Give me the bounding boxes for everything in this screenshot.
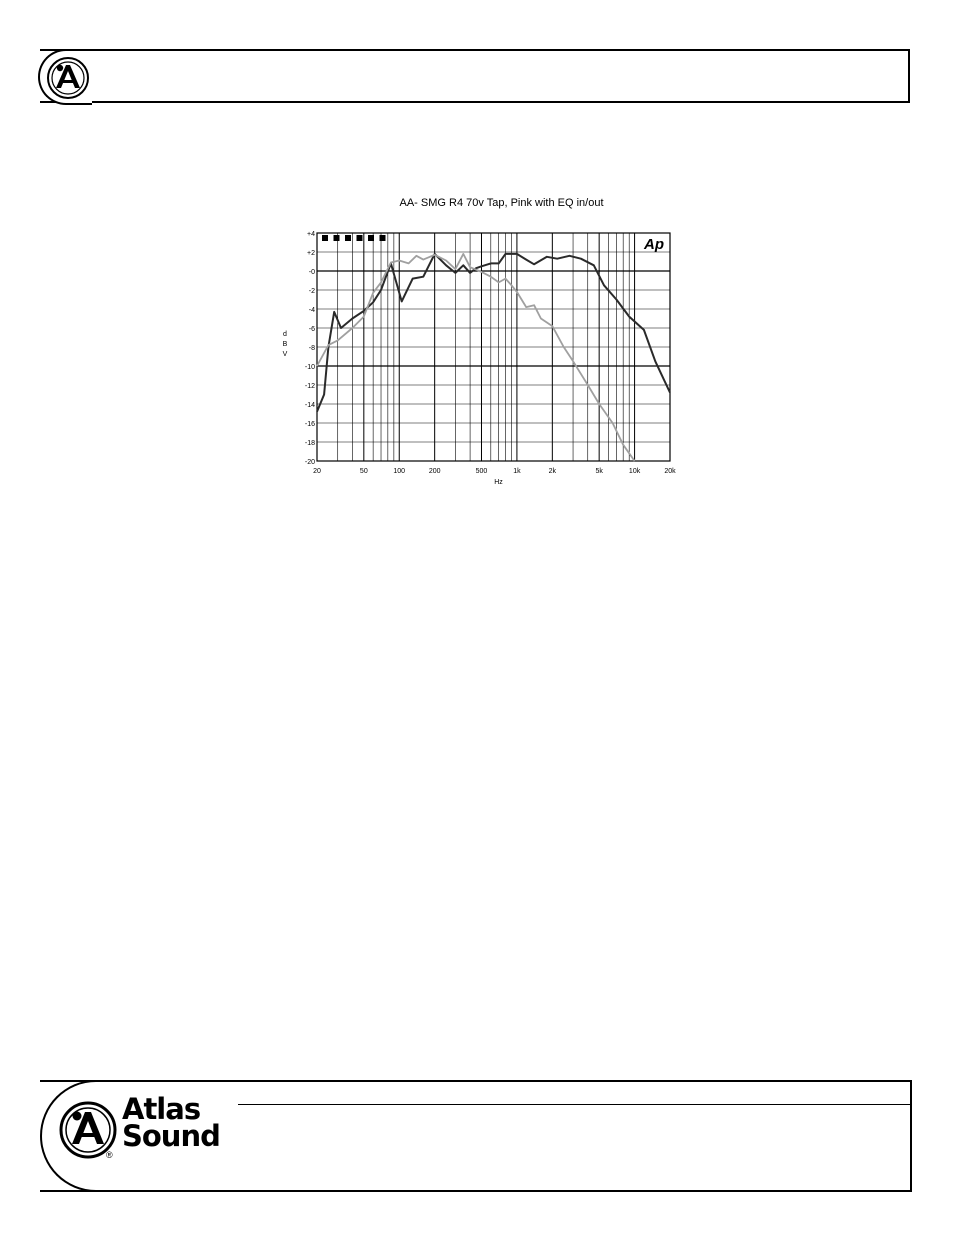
y-tick-label: -20 [304, 459, 315, 466]
brand-wordmark [122, 1092, 220, 1153]
series-line-eq-in [317, 254, 635, 461]
y-tick-label: -16 [304, 421, 315, 428]
x-tick-label: 50 [359, 468, 368, 475]
atlas-sound-emblem-icon [46, 56, 90, 100]
y-axis-label: V [282, 351, 288, 358]
y-axis-label: d [283, 331, 287, 338]
legend-marker [380, 235, 386, 241]
x-axis-label: Hz [494, 479, 503, 486]
y-tick-label: +2 [307, 250, 315, 257]
legend-marker [345, 235, 351, 241]
brand-line-sound: Sound [122, 1119, 220, 1153]
y-tick-label: -6 [308, 326, 315, 333]
chart-title: AA- SMG R4 70v Tap, Pink with EQ in/out [399, 197, 604, 209]
x-tick-label: 5k [595, 468, 603, 475]
y-tick-label: -10 [304, 364, 315, 371]
legend-marker [357, 235, 363, 241]
x-tick-label: 20 [313, 468, 321, 475]
x-tick-label: 2k [548, 468, 557, 475]
footer-rule [238, 1104, 910, 1105]
chart-canvas [270, 190, 690, 490]
y-tick-label: -14 [304, 402, 315, 409]
x-tick-label: 20k [664, 468, 676, 475]
y-tick-label: -18 [304, 440, 315, 447]
y-tick-label: -2 [308, 288, 315, 295]
legend-marker [322, 235, 328, 241]
frequency-response-chart [270, 190, 690, 490]
x-tick-label: 200 [428, 468, 441, 475]
brand-line-atlas: Atlas [122, 1092, 201, 1126]
x-tick-label: 1k [513, 468, 521, 475]
legend-marker [334, 235, 340, 241]
y-tick-label: -4 [308, 307, 315, 314]
y-tick-label: +4 [307, 231, 315, 238]
header-frame [40, 49, 910, 103]
y-tick-label: -12 [304, 383, 315, 390]
y-tick-label: -8 [308, 345, 315, 352]
x-tick-label: 10k [628, 468, 641, 475]
registered-mark: ® [106, 1150, 113, 1160]
y-axis-label: B [282, 341, 288, 348]
x-tick-label: 500 [475, 468, 488, 475]
ap-badge: Ap [644, 236, 664, 253]
legend-marker [368, 235, 374, 241]
x-tick-label: 100 [393, 468, 406, 475]
y-tick-label: -0 [308, 269, 315, 276]
